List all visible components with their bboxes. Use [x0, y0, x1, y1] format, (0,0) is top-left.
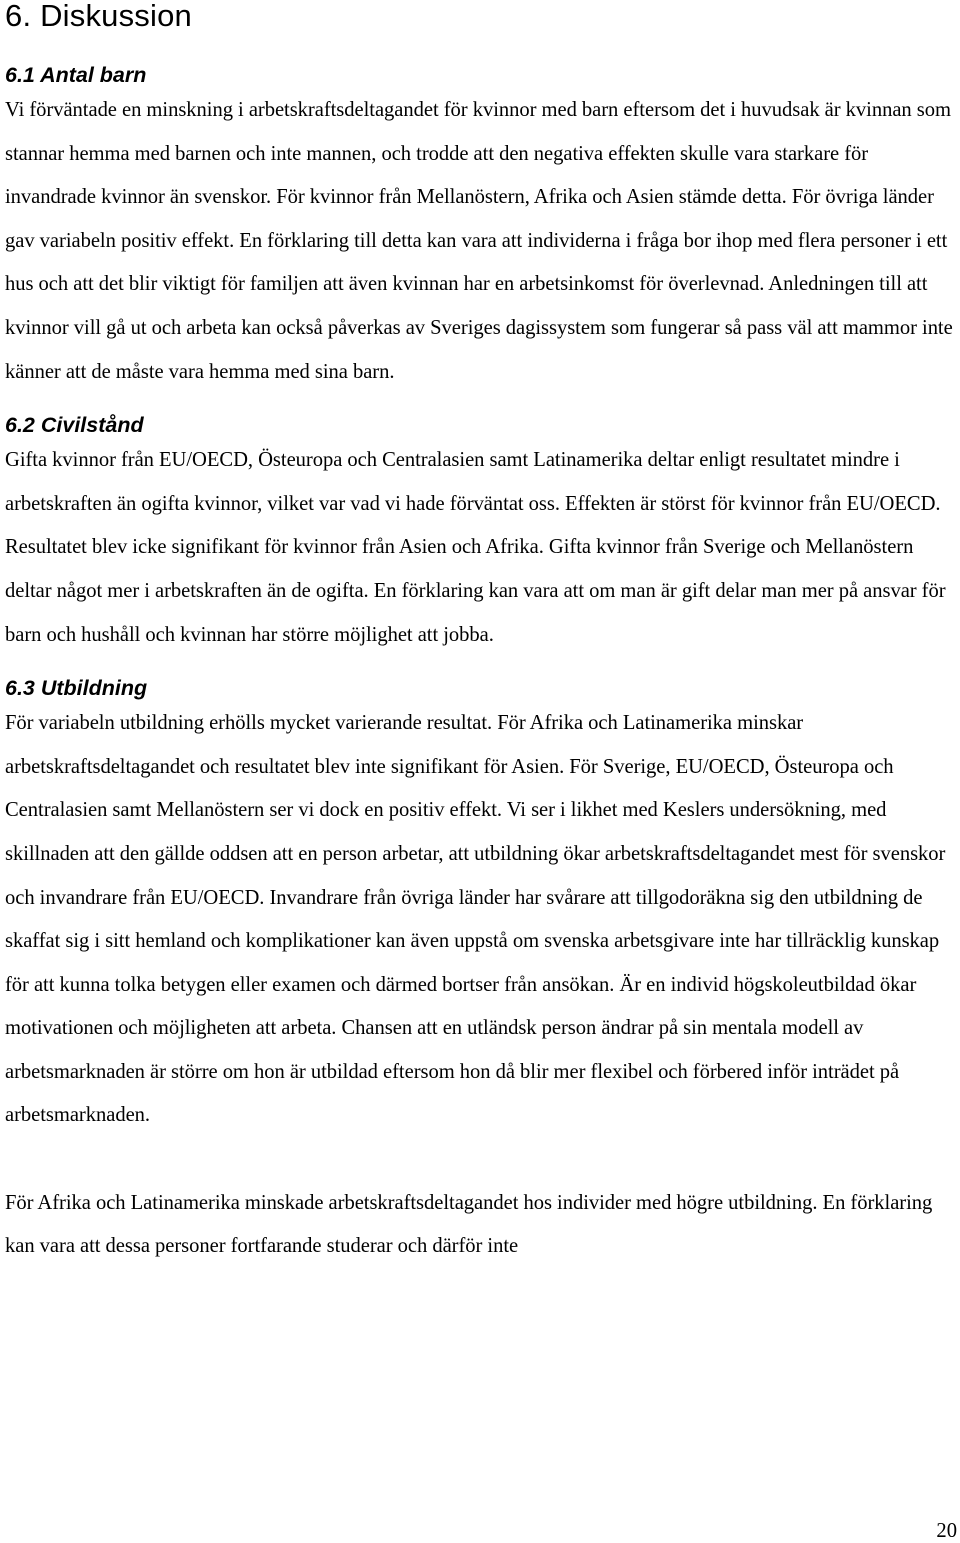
section-utbildning [5, 674, 957, 1269]
section-heading: 6.1 Antal barn [5, 63, 147, 87]
body-paragraph: Vi förväntade en minskning i arbetskraftsdeltagandet för kvinnor med barn eftersom det i huvudsak är kvinnan som stannar hemma med barnen och inte mannen, och trodde att den negativa effekten skulle vara starkare för invandrade kvinnor än svenskor. För kvinnor från Mellanöstern, Afrika och Asien stämde detta. För övriga länder gav variabeln positiv effekt. En förklaring till detta kan vara att individerna i fråga bor ihop med flera personer i ett hus och att det blir viktigt för familjen att även kvinnan har en arbetsinkomst för överlevnad. Anledningen till att kvinnor vill gå ut och arbeta kan också påverkas av Sveriges dagissystem som fungerar så pass väl att mammor inte känner att de måste vara hemma med sina barn. [5, 99, 953, 383]
section-antal-barn [5, 61, 957, 394]
body-paragraph: För variabeln utbildning erhölls mycket varierande resultat. För Afrika och Latinamerika minskar arbetskraftsdeltagandet och resultatet blev inte signifikant för Asien. För Sverige, EU/OECD, Östeuropa och Centralasien samt Mellanöstern ser vi dock en positiv effekt. Vi ser i likhet med Keslers undersökning, med skillnaden att den gällde oddsen att en person arbetar, att utbildning ökar arbetskraftsdeltagandet mest för svenskor och invandrare från EU/OECD. Invandrare från övriga länder har svårare att tillgodoräkna sig den utbildning de skaffat sig i sitt hemland och komplikationer kan även uppstå om svenska arbetsgivare inte har tillräcklig kunskap för att kunna tolka betygen eller examen och därmed bortser från ansökan. Är en individ högskoleutbildad ökar motivationen och möjligheten att arbeta. Chansen att en utländsk person ändrar på sin mentala modell av arbetsmarknaden är större om hon är utbildad eftersom hon då blir mer flexibel och förbered inför inträdet på arbetsmarknaden. [5, 712, 946, 1127]
body-paragraph: Gifta kvinnor från EU/OECD, Östeuropa och Centralasien samt Latinamerika deltar enligt resultatet mindre i arbetskraften än ogifta kvinnor, vilket var vad vi hade förväntat oss. Effekten är störst för kvinnor från EU/OECD. Resultatet blev icke signifikant för kvinnor från Asien och Afrika. Gifta kvinnor från Sverige och Mellanöstern deltar något mer i arbetskraften än de ogifta. En förklaring kan vara att om man är gift delar man mer på ansvar för barn och hushåll och kvinnan har större möjlighet att jobba. [5, 449, 946, 646]
section-civilstand [5, 411, 957, 657]
section-heading: 6.2 Civilstånd [5, 413, 144, 438]
body-paragraph: För Afrika och Latinamerika minskade arbetskraftsdeltagandet hos individer med högre utbildning. En förklaring kan vara att dessa personer fortfarande studerar och därför inte [5, 1191, 933, 1258]
page-number: 20 [936, 1520, 957, 1542]
chapter-title: 6. Diskussion [5, 0, 192, 33]
document-page [5, 0, 957, 1269]
section-heading: 6.3 Utbildning [5, 676, 148, 701]
